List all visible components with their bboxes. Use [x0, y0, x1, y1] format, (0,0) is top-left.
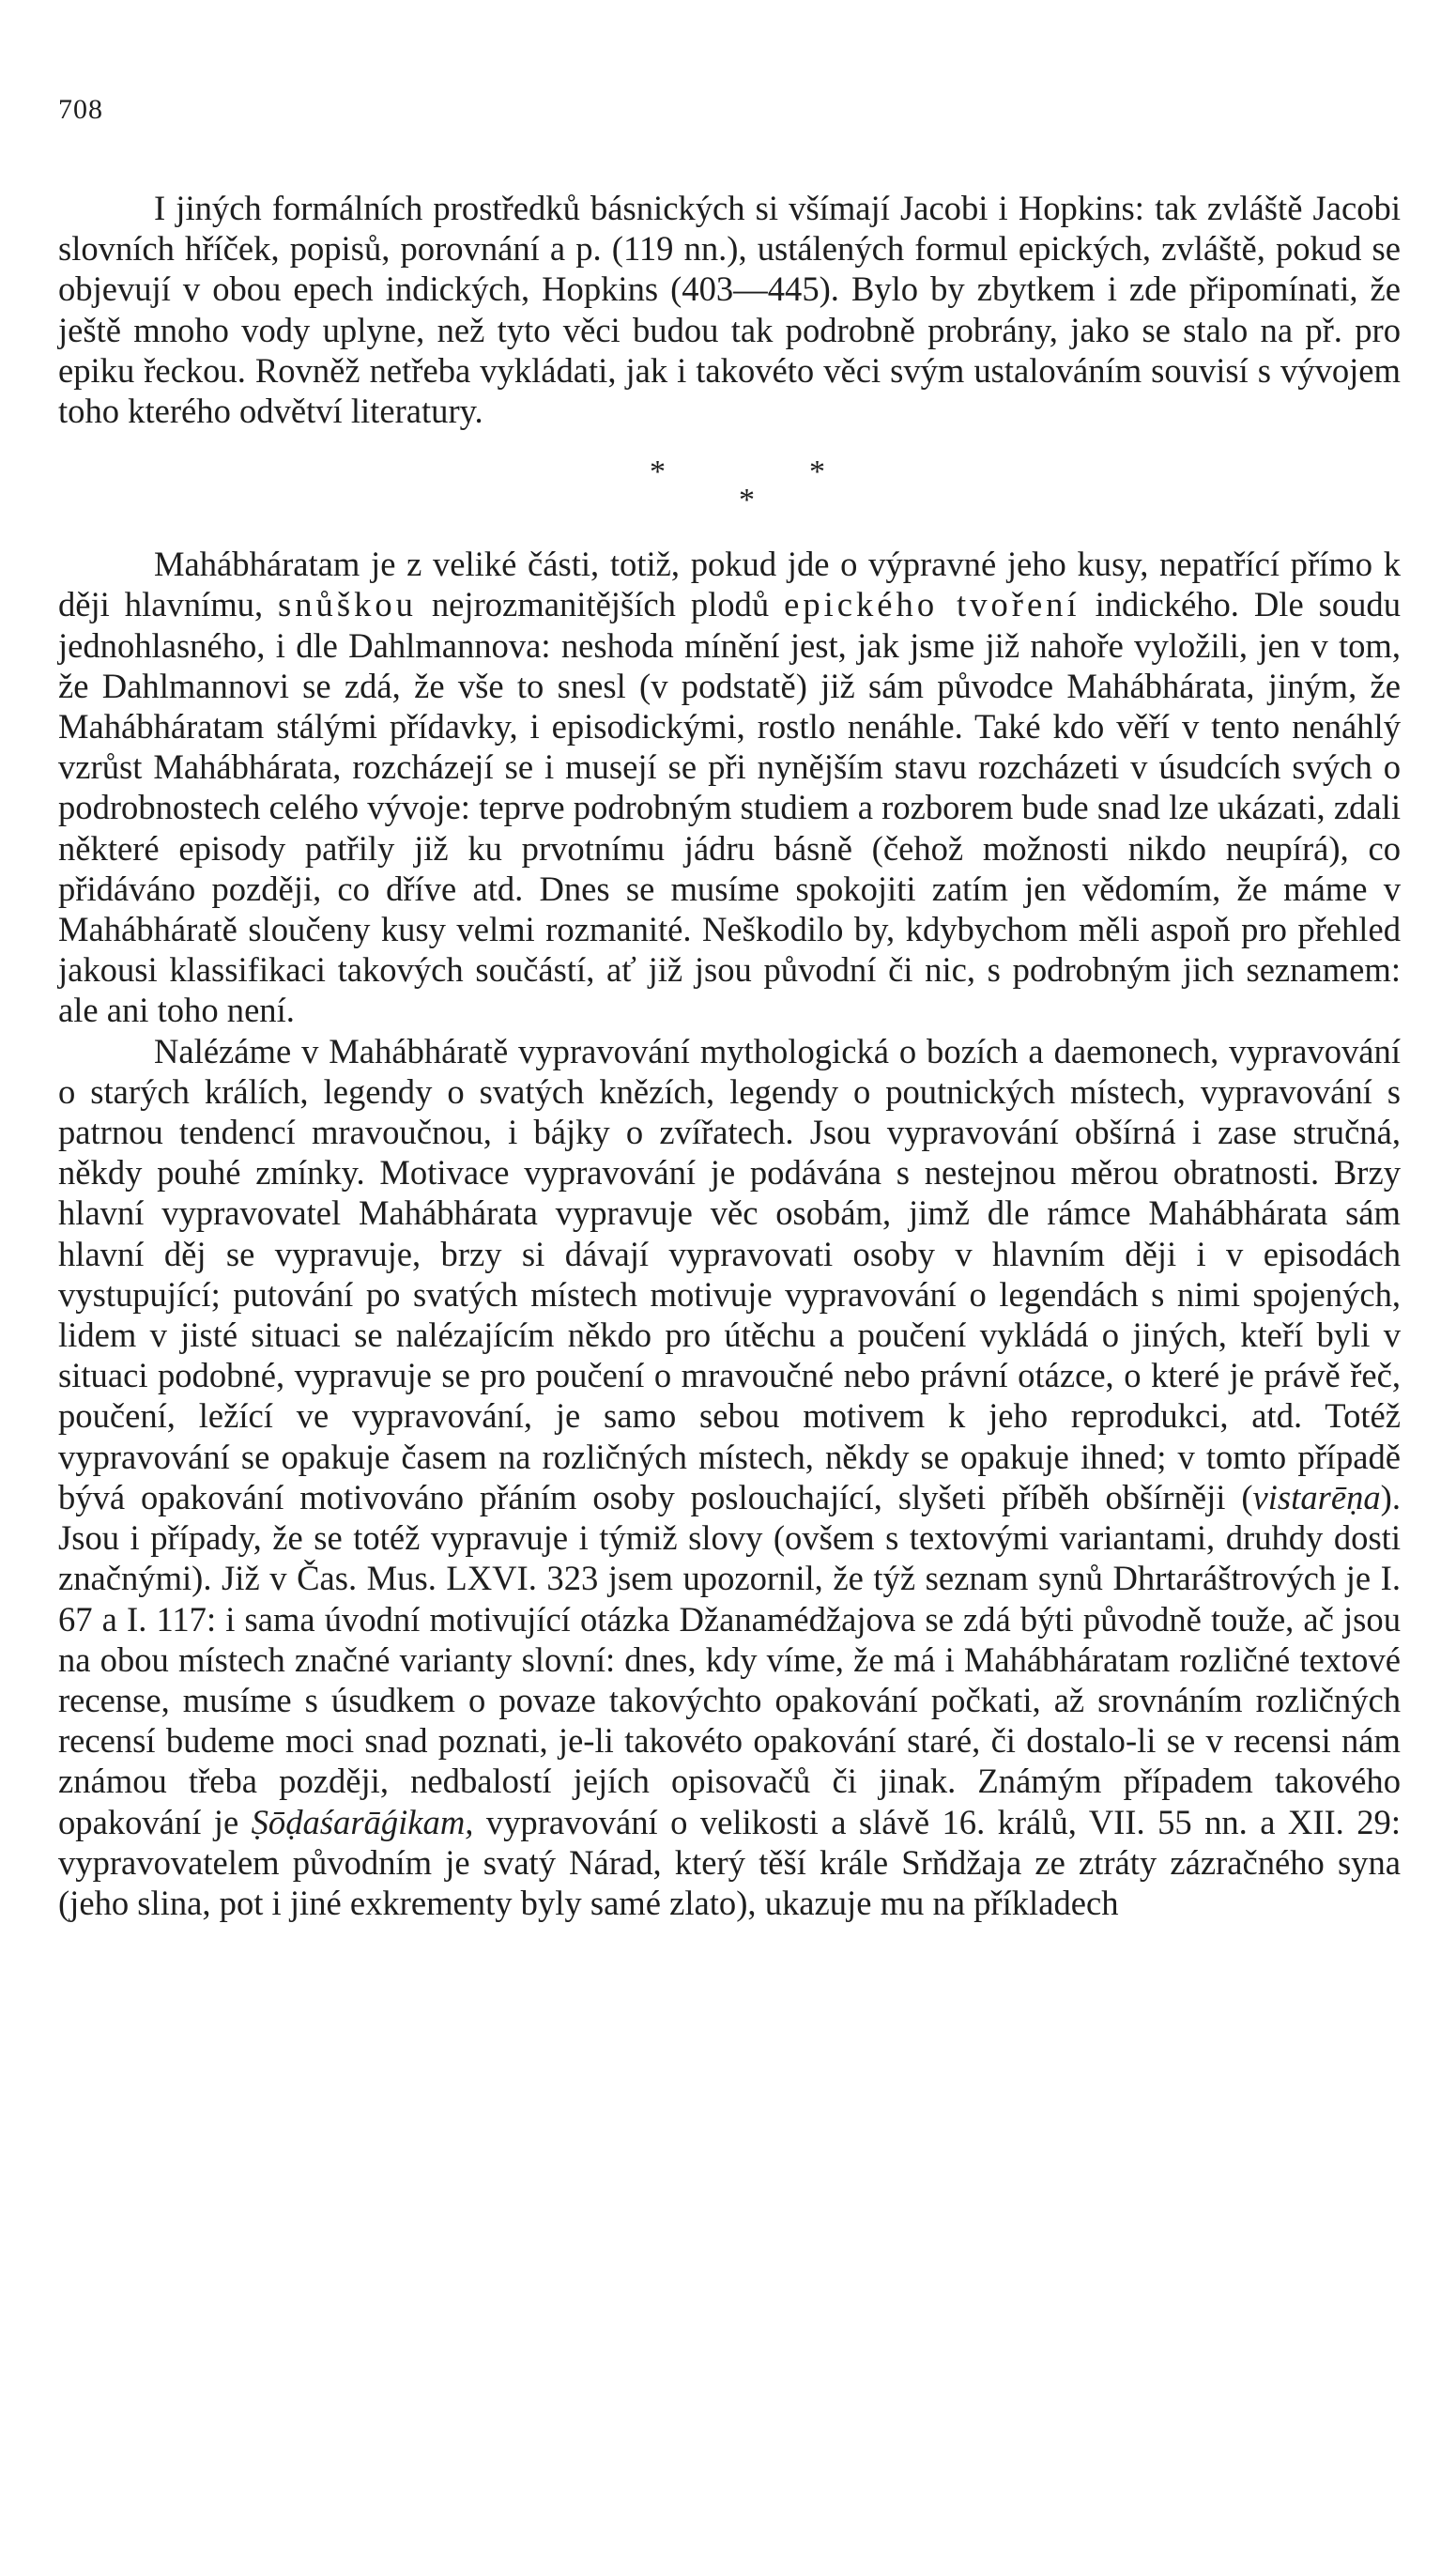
separator-asterisk-center: *	[739, 483, 755, 518]
italic-term-vistarena: vistarēṇa	[1252, 1477, 1381, 1516]
paragraph-3	[58, 1031, 1401, 1923]
spaced-emphasis-epickeho-tvoreni: epického tvoření	[784, 585, 1081, 624]
body-text	[58, 188, 1401, 1923]
italic-term-sodasarajikam: Ṣōḍaśarāǵikam,	[251, 1802, 474, 1841]
page-number: 708	[58, 94, 103, 125]
paragraph-2	[58, 544, 1401, 1030]
paragraph-2-text-c: indického. Dle soudu jednohlasného, i dle Dahlmannova: neshoda mínění jest, jak jsme již nahoře vyložili, jen v tom, že Dahlmannovi se zdá, že vše to snesl (v podstatě) již sám původce Mahábhárata, jiným, že Mahábháratam stálými přídavky, i episodickými, rostlo nenáhle. Také kdo věří v tento nenáhlý vzrůst Mahábhárata, rozcházejí se i musejí se při nynějším stavu rozcházeti v úsudcích svých o podrobnostech celého vývoje: teprve podrobným studiem a rozborem bude snad lze ukázati, zdali některé episody patřily již ku prvotnímu jádru básně (čehož možnosti nikdo neupírá), co přidáváno později, co dříve atd. Dnes se musíme spokojiti zatím jen vědomím, že máme v Mahábháratě sloučeny kusy velmi rozmanité. Neškodilo by, kdybychom měli aspoň pro přehled jakousi klassifikaci takových součástí, ať již jsou původní či nic, s podrobným jich seznamem: ale ani toho není.	[58, 585, 1402, 1030]
paragraph-2-text-b: nejrozmanitějších plodů	[416, 585, 785, 624]
paragraph-1	[58, 188, 1401, 431]
separator-asterisk-left: *	[650, 454, 666, 490]
paragraph-3-text-b: ). Jsou i případy, že se totéž vypravuje i týmiž slovy (ovšem s textovými variantami, druhdy dosti značnými). Již v Čas. Mus. LXVI. 323 jsem upozornil, že týž seznam synů Dhrtaráštrových je I. 67 a I. 117: i sama úvodní motivující otázka Džanamédžajova se zdá býti původně touže, ač jsou na obou místech značné varianty slovní: dnes, kdy víme, že má i Mahábháratam rozličné textové recense, musíme s úsudkem o povaze takovýchto opakování počkati, až srovnáním rozličných recensí budeme moci snad poznati, je-li takovéto opakování staré, či dostalo-li se v recensi nám známou třeba později, nedbalostí jejích opisovačů či jinak. Známým případem takového opakování je	[58, 1477, 1401, 1841]
paragraph-2-text-a: Mahábháratam je z veliké části, totiž, pokud jde o výpravné jeho kusy, nepatřící přímo k ději hlavnímu,	[58, 545, 1401, 624]
paragraph-3-text-c: vypravování o velikosti a slávě 16. králů, VII. 55 nn. a XII. 29: vypravovatelem původním je svatý Nárad, který těší krále Srňdžaja ze ztráty zázračného syna (jeho slina, pot i jiné exkrementy byly samé zlato), ukazuje mu na příkladech	[58, 1802, 1401, 1922]
separator-asterisk-right: *	[809, 454, 825, 490]
spaced-emphasis-snuskou: snůškou	[278, 585, 417, 624]
paragraph-3-text-a: Nalézáme v Mahábháratě vypravování mythologická o bozích a daemonech, vypravování o starých králích, legendy o svatých knězích, legendy o poutnických místech, vypravování s patrnou tendencí mravoučnou, i bájky o zvířatech. Jsou vypravování obšírná i zase stručná, někdy pouhé zmínky. Motivace vypravování je podávána s nestejnou měrou obratnosti. Brzy hlavní vypravovatel Mahábhárata vypravuje věc osobám, jimž dle rámce Mahábhárata sám hlavní děj se vypravuje, brzy si dávají vypravovati osoby v hlavním ději i v episodách vystupující; putování po svatých místech motivuje vypravování o legendách s nimi spojených, lidem v jisté situaci se nalézajícím někdo pro útěchu a poučení vykládá o jiných, kteří byli v situaci podobné, vypravuje se pro poučení o mravoučné nebo právní otázce, o které je právě řeč, poučení, ležící ve vypravování, je samo sebou motivem k jeho reprodukci, atd. Totéž vypravování se opakuje časem na rozličných místech, někdy se opakuje ihned; v tomto případě bývá opakování motivováno přáním osoby poslouchající, slyšeti příběh obšírněji (	[58, 1031, 1401, 1516]
paragraph-1-text: I jiných formálních prostředků básnických si všímají Jacobi i Hopkins: tak zvláště Jacobi slovních hříček, popisů, porovnání a p. (119 nn.), ustálených formul epických, zvláště, pokud se objevují v obou epech indických, Hopkins (403—445). Bylo by zbytkem i zde připomínati, že ještě mnoho vody uplyne, než tyto věci budou tak podrobně probrány, jako se stalo na př. pro epiku řeckou. Rovněž netřeba vykládati, jak i takovéto věci svým ustalováním souvisí s vývojem toho kterého odvětví literatury.	[58, 189, 1401, 431]
section-separator	[58, 431, 1401, 544]
